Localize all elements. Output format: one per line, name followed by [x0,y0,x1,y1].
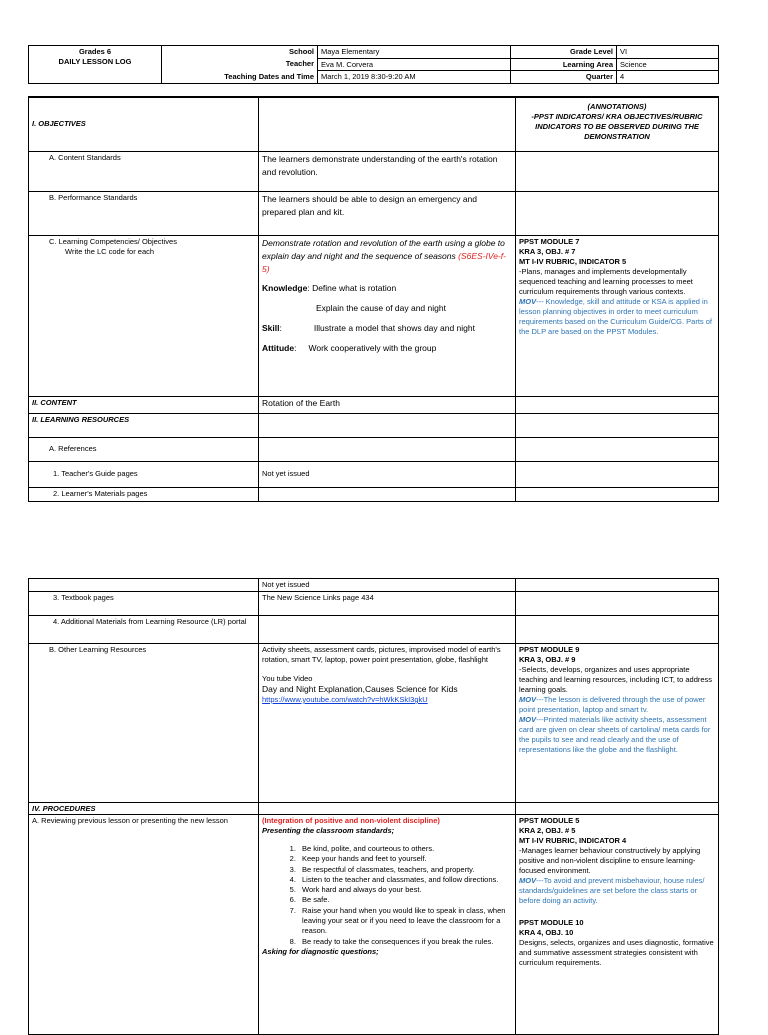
ann3-desc: -Manages learner behaviour constructively by applying positive and non-violent discipline to ensure learning-focused environment. [519,846,701,875]
tg-ann [516,461,719,487]
video-link[interactable]: https://www.youtube.com/watch?v=hWkKSkI3gkU [262,695,428,704]
header-table [28,45,719,84]
school-value: Maya Elementary [318,46,511,59]
ann3-rubric: MT I-IV RUBRIC, INDICATOR 4 [519,836,627,845]
ann3-module: PPST MODULE 5 [519,816,580,825]
ann2-cell [516,644,719,803]
textbook-label: 3. Textbook pages [29,592,259,616]
attitude-label: Attitude [262,342,295,353]
ann4-kra: KRA 4, OBJ. 10 [519,928,574,937]
ann1-cell [516,235,719,396]
lc-label-cell [29,235,259,396]
ann2-kra: KRA 3, OBJ. # 9 [519,655,576,664]
youtube-label: You tube Video [262,674,313,683]
annotations-header [516,97,719,151]
lr-ann [516,413,719,437]
lm-label: 2. Learner's Materials pages [29,487,259,501]
proc-ann [516,803,719,815]
ann3-mov-line [519,876,715,906]
grade-title: Grades 6 [78,47,112,56]
skill-label: Skill [262,322,280,333]
annotations-sub: -PPST INDICATORS/ KRA OBJECTIVES/RUBRIC INDICATORS TO BE OBSERVED DURING THE DEMONSTRATION [531,112,703,141]
asking-text: Asking for diagnostic questions; [262,946,379,956]
lc-text-para [262,237,512,276]
lc-text: Demonstrate rotation and revolution of the earth using a globe to explain day and night and the sequence of seasons [262,237,505,261]
textbook-ann [516,592,719,616]
content-std-text: The learners demonstrate understanding of the earth's rotation and revolution. [259,151,516,191]
ann2-module: PPST MODULE 9 [519,645,580,654]
video-title: Day and Night Explanation,Causes Science for Kids [262,684,458,694]
ann1-desc: -Plans, manages and implements developmentally sequenced teaching and learning processes to meet curriculum requirements through various contexts. [519,266,693,296]
knowledge-text2: Explain the cause of day and night [316,302,446,313]
lm-ann [516,487,719,501]
content-std-ann [516,151,719,191]
attitude-line: Attitude: Work cooperatively with the group [262,342,437,353]
standard-item: 3. Be respectful of classmates, teachers, and property. [298,865,512,875]
integration-text: (Integration of positive and non-violent discipline) [262,816,440,825]
skill-text: Illustrate a model that shows day and night [313,322,475,333]
lc-label: C. Learning Competencies/ Objectives [49,236,177,246]
proc-blank [259,803,516,815]
standard-item: 2. Keep your hands and feet to yourself. [298,854,512,864]
ann4-desc: Designs, selects, organizes and uses diagnostic, formative and summative assessment strategies consistent with curriculum requirements. [519,938,714,967]
perf-std-ann [516,191,719,235]
content-std-label: A. Content Standards [29,151,259,191]
content-ann [516,396,719,413]
objectives-label: I. OBJECTIVES [29,97,259,151]
review-cell [259,815,516,1035]
standard-item: 8. Be ready to take the consequences if you break the rules. [298,937,512,947]
standard-item: 4. Listen to the teacher and classmates, and follow directions. [298,875,512,885]
proc-label: IV. PROCEDURES [29,803,259,815]
ann1-mov-label: MOV [519,296,537,306]
ann3-mov: ---To avoid and prevent misbehaviour, house rules/ standards/guidelines are set before the class starts or before doing an activity. [519,876,705,905]
lr-blank [259,413,516,437]
lm-continued-ann [516,579,719,592]
addl-blank [259,616,516,644]
addl-label: 4. Additional Materials from Learning Resource (LR) portal [29,616,259,644]
standard-item: 5. Work hard and always do your best. [298,885,512,895]
lm-blank [259,487,516,501]
tg-label: 1. Teacher's Guide pages [29,461,259,487]
teacher-value: Eva M. Corvera [318,58,511,71]
ann2-mov-label: MOV [519,695,537,704]
knowledge-line [262,282,512,295]
grade-level-value: VI [617,46,719,59]
annotations-title: (ANNOTATIONS) [587,102,647,111]
objectives-table [28,96,719,502]
ann3-mov-label: MOV [519,876,537,885]
teacher-label: Teacher [162,58,318,71]
textbook-text: The New Science Links page 434 [259,592,516,616]
tg-text: Not yet issued [259,461,516,487]
addl-ann [516,616,719,644]
ann2-mov-line [519,695,715,715]
content-label: II. CONTENT [29,396,259,413]
lm-continued-blank [29,579,259,592]
dates-label: Teaching Dates and Time [162,71,318,84]
standards-list [262,844,512,947]
ann2-mov2-line [519,715,715,755]
lc-label2: Write the LC code for each [65,246,155,256]
lm-text: Not yet issued [259,579,516,592]
ann2-mov2-label: MOV [519,715,537,724]
lc-text-cell [259,235,516,396]
lc-code: (S6ES-IVe-f-5) [262,250,507,274]
other-cell [259,644,516,803]
grade-level-label: Grade Level [511,46,617,59]
review-label: A. Reviewing previous lesson or presenting the new lesson [29,815,259,1035]
objectives-blank [259,97,516,151]
attitude-text: Work cooperatively with the group [308,342,437,353]
procedures-table [28,578,719,1035]
ref-label: A. References [29,437,259,461]
lr-label: II. LEARNING RESOURCES [29,413,259,437]
perf-std-text: The learners should be able to design an emergency and prepared plan and kit. [259,191,516,235]
quarter-value: 4 [617,71,719,84]
log-title: DAILY LESSON LOG [58,56,132,66]
other-label: B. Other Learning Resources [29,644,259,803]
ref-blank [259,437,516,461]
knowledge-text: : Define what is rotation [307,282,397,293]
content-text: Rotation of the Earth [259,396,516,413]
dates-value: March 1, 2019 8:30-9:20 AM [318,71,511,84]
ann1-mov: --- Knowledge, skill and attitude or KSA is applied in lesson planning objectives in order to meet curriculum requirements based on the Curriculum Guide/CG. Parts of the DLP are based on the PPST Modules. [519,296,713,336]
quarter-label: Quarter [511,71,617,84]
standard-item: 7. Raise your hand when you would like to speak in class, when leaving your seat or if you need to leave the classroom for a reason. [298,906,512,937]
knowledge-label: Knowledge [262,282,308,293]
standard-item: 1. Be kind, polite, and courteous to others. [298,844,512,854]
ref-ann [516,437,719,461]
skill-line: Skill: Illustrate a model that shows day and night [262,322,475,333]
grade-title-cell [29,46,162,84]
ann1-module: PPST MODULE 7 [519,236,580,246]
ann1-kra: KRA 3, OBJ. # 7 [519,246,576,256]
other-text: Activity sheets, assessment cards, pictures, improvised model of earth's rotation, smart TV, laptop, power point presentation, globe, flashlight [262,645,501,664]
ann2-desc: -Selects, develops, organizes and uses appropriate teaching and learning resources, including ICT, to address learning goals. [519,665,713,694]
area-label: Learning Area [511,58,617,71]
presenting-text: Presenting the classroom standards; [262,826,395,835]
ann3-cell [516,815,719,1035]
ann1-mov-line [519,297,715,337]
school-label: School [162,46,318,59]
ann1-rubric: MT I-IV RUBRIC, INDICATOR 5 [519,256,627,266]
ann4-module: PPST MODULE 10 [519,918,584,927]
ann3-kra: KRA 2, OBJ. # 5 [519,826,576,835]
area-value: Science [617,58,719,71]
ann2-mov2: ---Printed materials like activity sheets, assessment card are given on clear sheets of cartolina/ meta cards for the pupils to see and read clearly and the use of representations like the globe and the flashlight. [519,715,711,754]
ann2-mov: ---The lesson is delivered through the use of power point presentation, laptop and smart tv. [519,695,706,714]
standard-item: 6. Be safe. [298,895,512,905]
perf-std-label: B. Performance Standards [29,191,259,235]
